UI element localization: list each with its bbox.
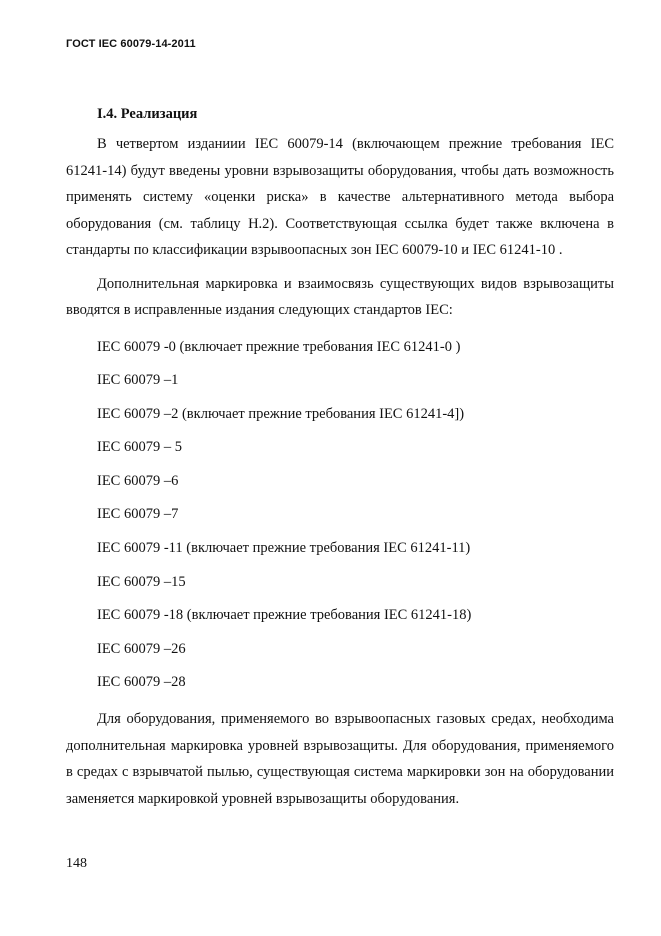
paragraph-marking: Дополнительная маркировка и взаимосвязь существующих видов взрывозащиты вводятся в исправленные издания следующих стандартов IEC: [66, 275, 614, 318]
document-code: ГОСТ IEC 60079-14-2011 [66, 38, 196, 50]
list-item: IEC 60079 -11 (включает прежние требования IEC 61241-11) [97, 540, 471, 557]
page-number: 148 [66, 856, 87, 871]
paragraph-equipment: Для оборудования, применяемого во взрывоопасных газовых средах, необходима дополнительная маркировка уровней взрывозащиты. Для оборудования, применяемого в средах с взрывчатой пылью, существующая система маркировки зон на оборудовании заменяется маркировкой уровней взрывозащиты оборудования. [66, 711, 614, 807]
list-item: IEC 60079 –7 [97, 506, 179, 523]
list-item: IEC 60079 –6 [97, 472, 179, 489]
list-item: IEC 60079 –1 [97, 372, 179, 389]
paragraph-implementation: В четвертом изданиии IEC 60079-14 (включающем прежние требования IEC 61241-14) будут введены уровни взрывозащиты оборудования, чтобы дать возможность применять систему «оценки риска» в качестве альтернативного метода выбора оборудования (см. таблицу Н.2). Соответствующая ссылка будет также включена в стандарты по классификации взрывоопасных зон IEC 60079-10 и IEC 61241-10 . [66, 136, 614, 258]
list-item: IEC 60079 –15 [97, 573, 186, 590]
section-title: I.4. Реализация [97, 106, 198, 122]
standards-list [66, 331, 614, 701]
list-item: IEC 60079 -0 (включает прежние требования IEC 61241-0 ) [97, 338, 461, 355]
list-item: IEC 60079 – 5 [97, 439, 182, 456]
list-item: IEC 60079 –2 (включает прежние требования IEC 61241-4]) [97, 405, 465, 422]
list-item: IEC 60079 –26 [97, 640, 186, 657]
list-item: IEC 60079 –28 [97, 674, 186, 691]
list-item: IEC 60079 -18 (включает прежние требования IEC 61241-18) [97, 607, 472, 624]
page-content [66, 104, 614, 819]
